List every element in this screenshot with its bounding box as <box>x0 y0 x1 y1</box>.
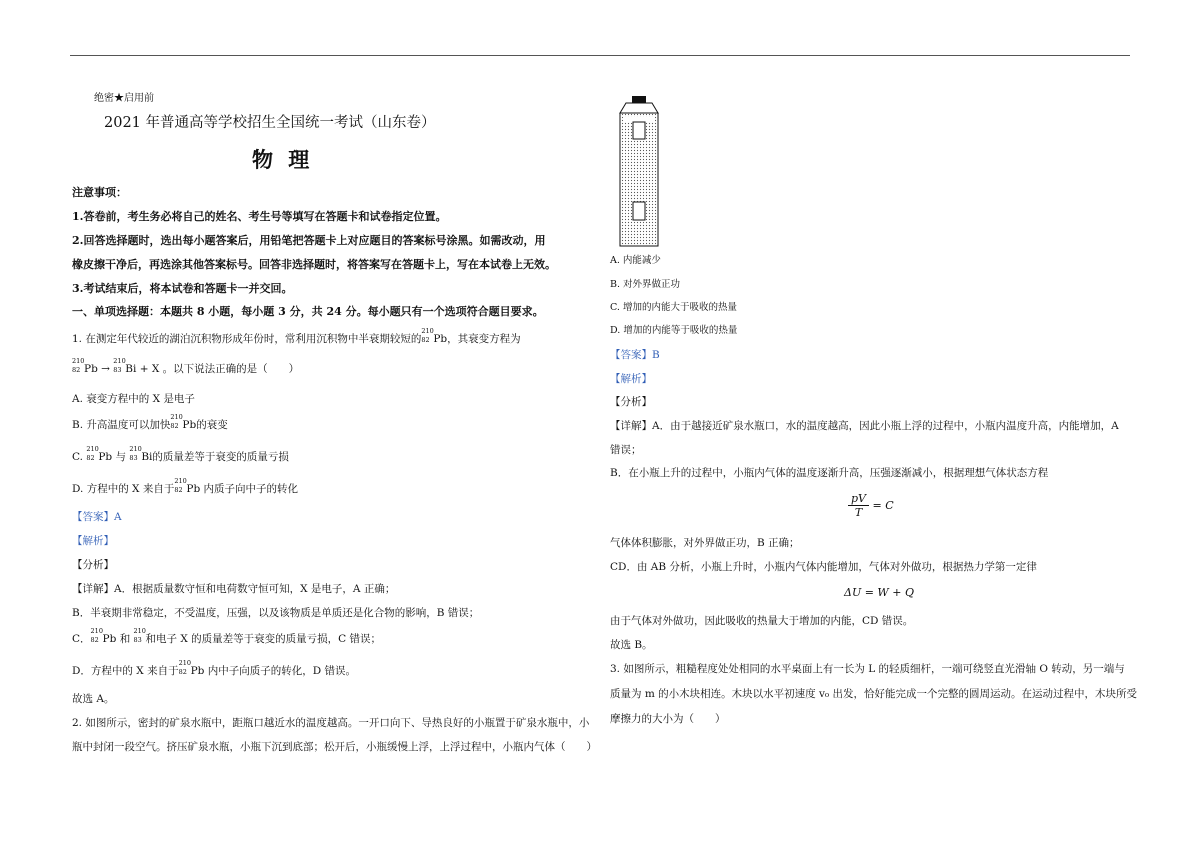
q2-jiexi: 【解析】 <box>610 373 652 385</box>
notice-item-1: 1.答卷前，考生务必将自己的姓名、考生号等填写在答题卡和试卷指定位置。 <box>72 210 447 223</box>
q1-answer: 【答案】A <box>72 511 122 523</box>
first-law-formula: ΔU = W + Q <box>844 586 914 599</box>
bottle-cap <box>632 96 646 103</box>
q2-conclusion: 故选 B。 <box>610 639 653 651</box>
q2-detail-4: 气体体积膨胀，对外界做正功，B 正确； <box>610 537 800 549</box>
ideal-gas-formula: $\frac{pV}{T}$ = C <box>848 492 894 519</box>
notice-heading: 注意事项： <box>72 186 127 199</box>
q1-detail-a: 【详解】A．根据质量数守恒和电荷数守恒可知，X 是电子，A 正确； <box>72 583 396 595</box>
q1-jiexi: 【解析】 <box>72 535 114 547</box>
subject-title: 物 理 <box>252 148 314 172</box>
q3-line2: 质量为 m 的小木块相连。木块以水平初速度 v₀ 出发，恰好能完成一个完整的圆周运动。在运动过程中，木块所受 <box>610 688 1137 700</box>
header-rule <box>70 55 1130 56</box>
q3-line1: 3. 如图所示，粗糙程度处处相同的水平桌面上有一长为 L 的轻质细杆，一端可绕竖直光滑轴 O 转动，另一端与 <box>610 663 1125 675</box>
q2-detail-5: CD．由 AB 分析，小瓶上升时，小瓶内气体内能增加，气体对外做功，根据热力学第一定律 <box>610 561 1037 573</box>
q1-option-b: B. 升高温度可以加快 210 82 Pb的衰变 <box>72 413 228 431</box>
q1-option-a: A. 衰变方程中的 X 是电子 <box>72 393 195 405</box>
q1-conclusion: 故选 A。 <box>72 693 115 705</box>
q1-option-c: C. 210 82 Pb 与 210 83 Bi的质量差等于衰变的质量亏损 <box>72 445 289 463</box>
secret-label: 绝密★启用前 <box>94 93 154 104</box>
notice-item-2-cont: 橡皮擦干净后，再选涂其他答案标号。回答非选择题时，将答案写在答题卡上，写在本试卷上无效。 <box>72 258 556 271</box>
q1-detail-b: B．半衰期非常稳定，不受温度，压强，以及该物质是单质还是化合物的影响，B 错误； <box>72 607 480 619</box>
q2-option-a: A. 内能减少 <box>610 255 661 266</box>
q2-detail-6: 由于气体对外做功，因此吸收的热量大于增加的内能，CD 错误。 <box>610 615 914 627</box>
q1-stem-text: 1. 在测定年代较近的湖泊沉积物形成年份时，常利用沉积物中半衰期较短的 <box>72 333 422 345</box>
exam-title: 2021 年普通高等学校招生全国统一考试（山东卷） <box>104 115 436 131</box>
notice-item-2: 2.回答选择题时，选出每小题答案后，用铅笔把答题卡上对应题目的答案标号涂黑。如需改动，用 <box>72 234 546 247</box>
q2-detail-3: B．在小瓶上升的过程中，小瓶内气体的温度逐渐升高，压强逐渐减小，根据理想气体状态方程 <box>610 467 1049 479</box>
q2-answer: 【答案】B <box>610 349 660 361</box>
section-1-heading: 一、单项选择题：本题共 8 小题，每小题 3 分，共 24 分。每小题只有一个选项符合题目要求。 <box>72 305 544 318</box>
q2-detail-1: 【详解】A．由于越接近矿泉水瓶口，水的温度越高，因此小瓶上浮的过程中，小瓶内温度升高，内能增加，A <box>610 420 1119 432</box>
q2-stem-line2: 瓶中封闭一段空气。挤压矿泉水瓶，小瓶下沉到底部；松开后，小瓶缓慢上浮，上浮过程中，小瓶内气体（ ） <box>72 741 597 753</box>
notice-item-3: 3.考试结束后，将本试卷和答题卡一并交回。 <box>72 282 293 295</box>
small-vial-top <box>633 122 645 139</box>
q1-detail-d: D．方程中的 X 来自于 210 82 Pb 内中子向质子的转化，D 错误。 <box>72 659 356 677</box>
nuclide-pb: 210 82 <box>421 327 434 344</box>
q2-option-b: B. 对外界做正功 <box>610 279 681 290</box>
q2-option-d: D. 增加的内能等于吸收的热量 <box>610 325 738 336</box>
small-vial-bottom <box>633 202 645 220</box>
q1-detail-c: C． 210 82 Pb 和 210 83 和电子 X 的质量差等于衰变的质量亏损，C 错误； <box>72 627 382 645</box>
q1-stem: 1. 在测定年代较近的湖泊沉积物形成年份时，常利用沉积物中半衰期较短的 210 82 Pb，其衰变方程为 <box>72 327 521 345</box>
q1-fenxi: 【分析】 <box>72 559 114 571</box>
q2-stem-line1: 2. 如图所示，密封的矿泉水瓶中，距瓶口越近水的温度越高。一开口向下、导热良好的小瓶置于矿泉水瓶中，小 <box>72 717 590 729</box>
q2-detail-2: 错误； <box>610 444 642 456</box>
bottle-figure <box>612 92 692 252</box>
q1-option-d: D. 方程中的 X 来自于 210 82 Pb 内质子向中子的转化 <box>72 477 299 495</box>
q1-equation: 210 82 Pb → 210 83 Bi + X 。以下说法正确的是（ ） <box>72 357 300 375</box>
q2-fenxi: 【分析】 <box>610 396 652 408</box>
q2-option-c: C. 增加的内能大于吸收的热量 <box>610 302 737 313</box>
q3-line3: 摩擦力的大小为（ ） <box>610 713 726 725</box>
